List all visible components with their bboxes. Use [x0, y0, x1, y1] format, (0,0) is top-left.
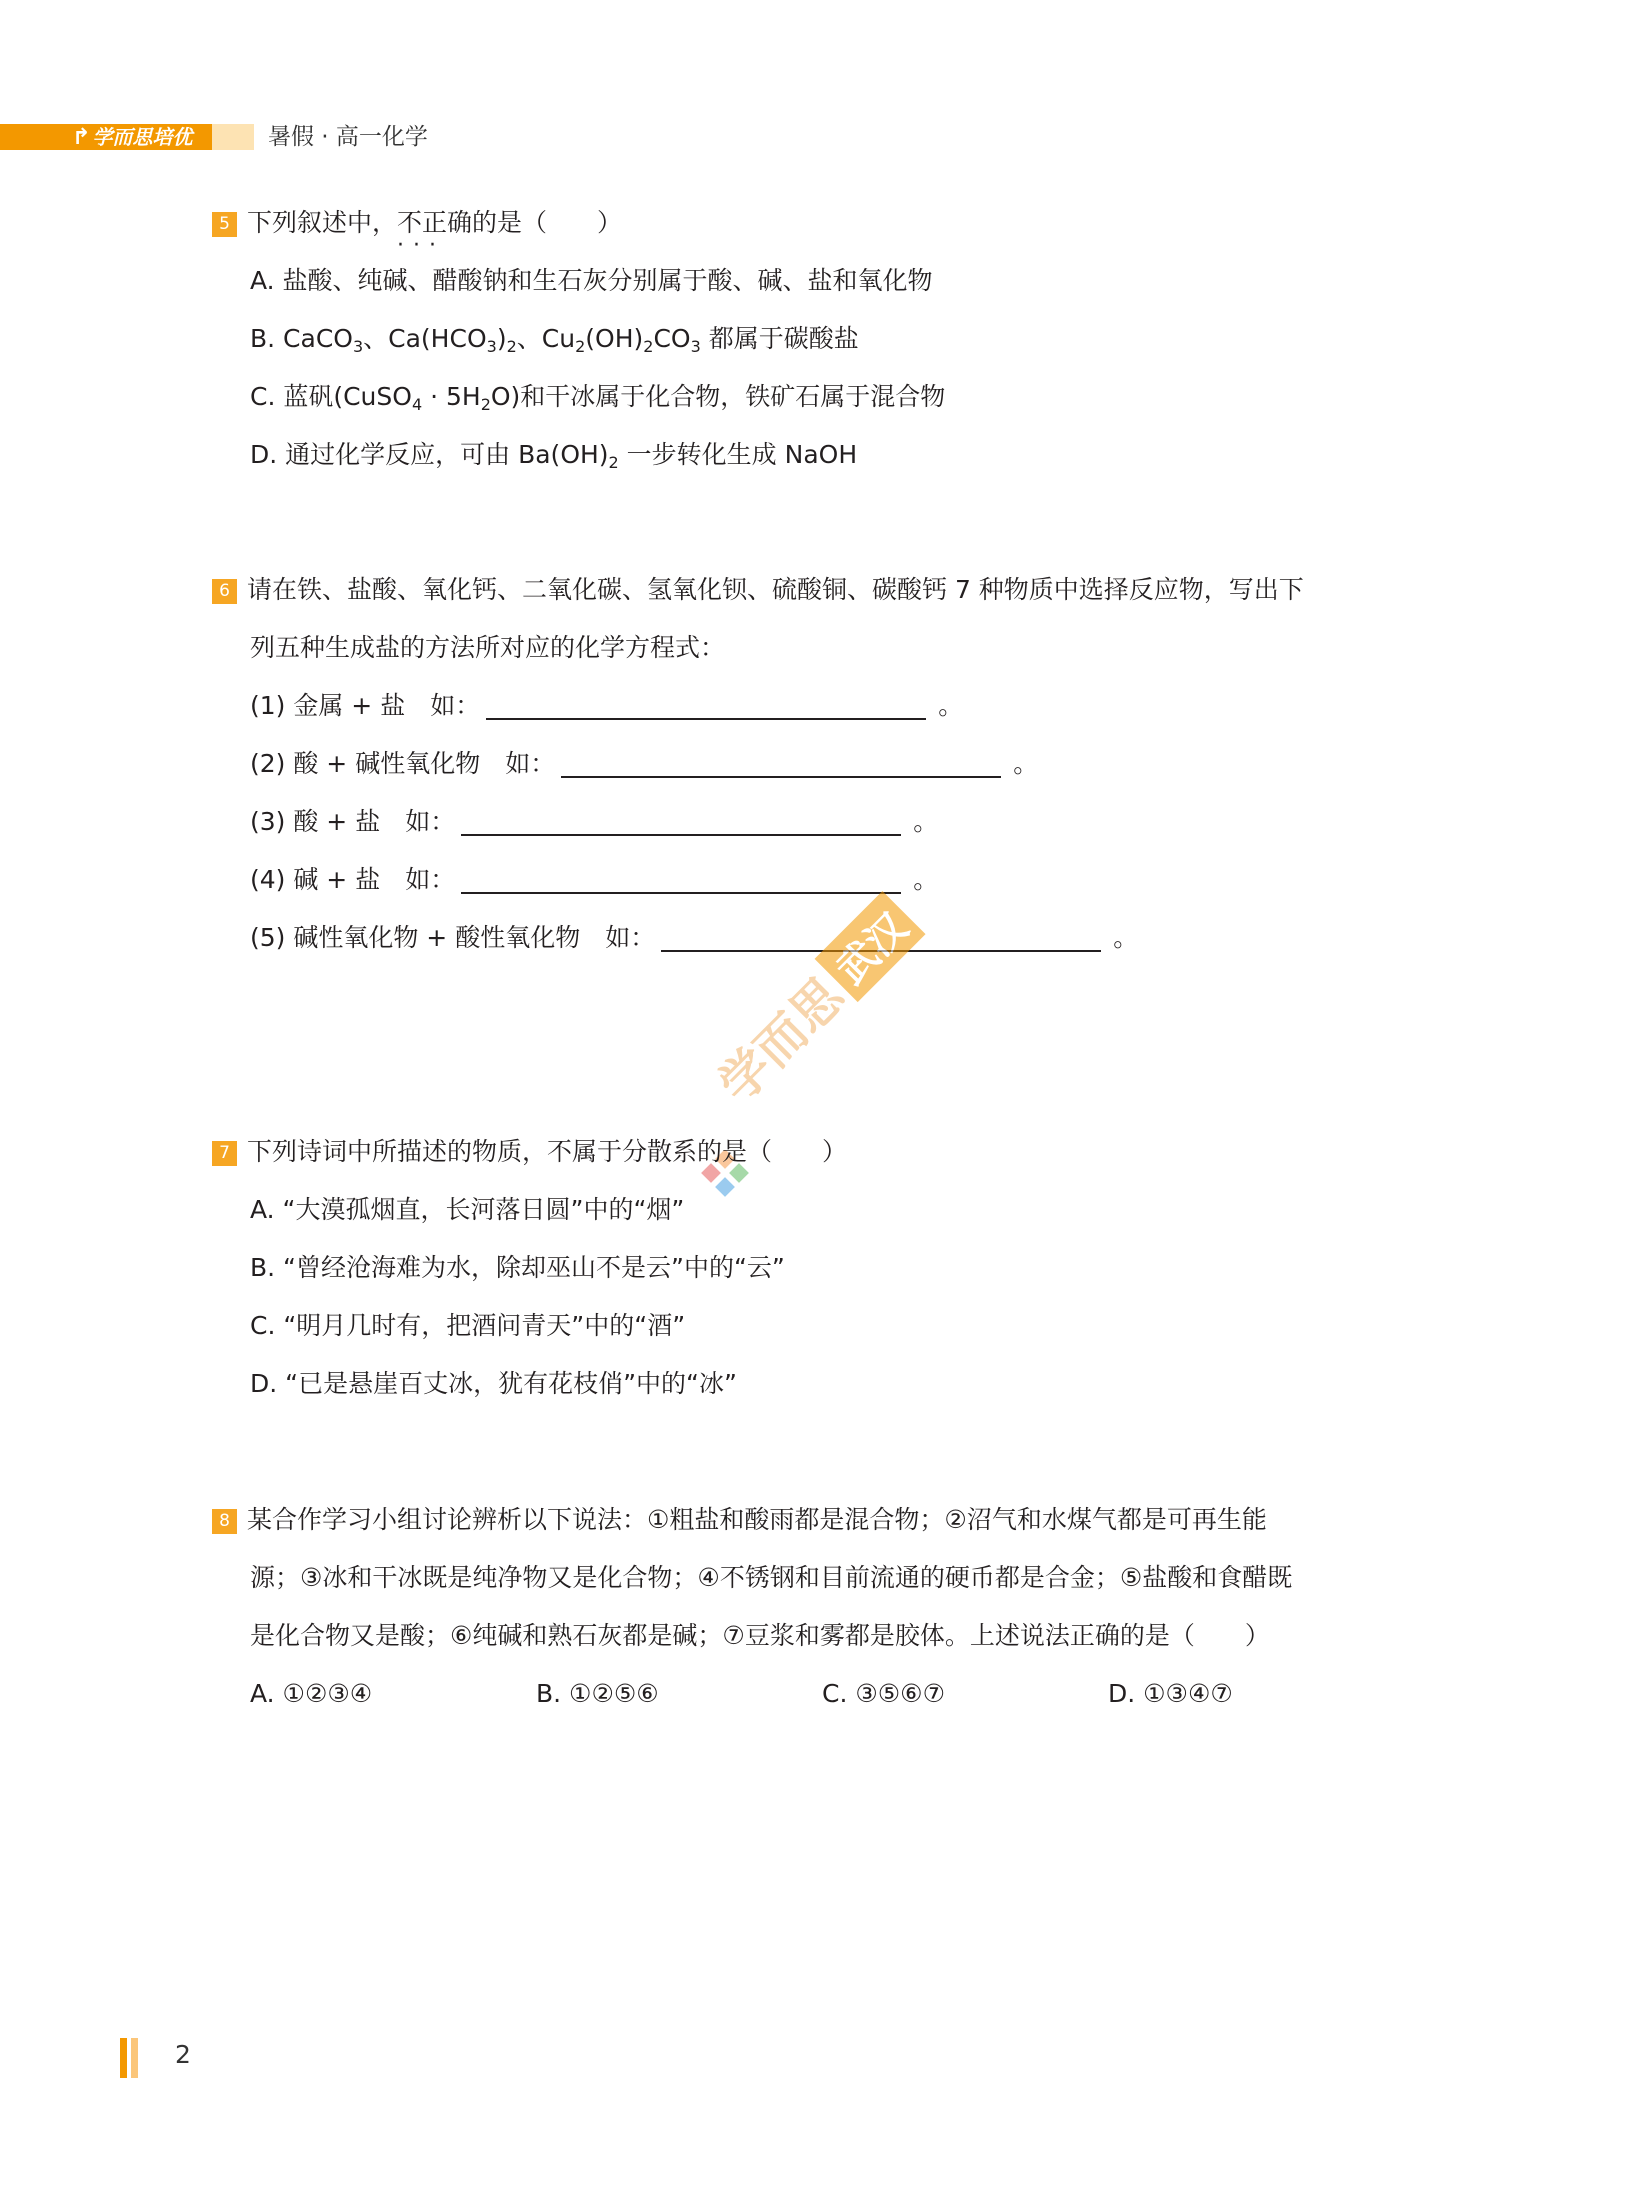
answer-blank[interactable] — [461, 862, 901, 894]
question-number: 7 — [212, 1141, 237, 1166]
option-a: A. 盐酸、纯碱、醋酸钠和生石灰分别属于酸、碱、盐和氧化物 — [250, 266, 933, 295]
stem-text: 的是（ ） — [472, 208, 623, 237]
stem-text: 请在铁、盐酸、氧化钙、二氧化碳、氢氧化钡、硫酸铜、碳酸钙 7 种物质中选择反应物，写出下 — [247, 575, 1304, 604]
page-number: 2 — [175, 2040, 191, 2069]
question-stem-continued: 源；③冰和干冰既是纯净物又是化合物；④不锈钢和目前流通的硬币都是合金；⑤盐酸和食醋既 — [250, 1563, 1293, 1592]
question-stem — [212, 572, 1304, 608]
option-d: D. 通过化学反应，可由 $Ba(OH)_2$ 一步转化生成 NaOH — [250, 440, 858, 472]
answer-item-3: (3) 酸 + 盐 如： 。 — [250, 804, 938, 840]
option-c: C. ③⑤⑥⑦ — [822, 1679, 945, 1708]
answer-blank[interactable] — [561, 746, 1001, 778]
question-number: 8 — [212, 1509, 237, 1534]
option-b: B. ①②⑤⑥ — [536, 1679, 659, 1708]
stem-text: 某合作学习小组讨论辨析以下说法：①粗盐和酸雨都是混合物；②沼气和水煤气都是可再生能 — [247, 1505, 1267, 1534]
option-b: B. CaCO$_3$、$Ca(HCO_3)_2$、$Cu_2(OH)_2CO_3$ 都属于碳酸盐 — [250, 324, 859, 356]
option-c: C. “明月几时有，把酒问青天”中的“酒” — [250, 1311, 686, 1340]
answer-blank[interactable] — [486, 688, 926, 720]
question-stem — [212, 1502, 1267, 1538]
option-d: D. ①③④⑦ — [1108, 1679, 1233, 1708]
option-a: A. ①②③④ — [250, 1679, 373, 1708]
option-a: A. “大漠孤烟直，长河落日圆”中的“烟” — [250, 1195, 685, 1224]
question-number: 5 — [212, 212, 237, 237]
option-c: C. 蓝矾(CuSO$_4$ · $5H_2O$)和干冰属于化合物，铁矿石属于混合物 — [250, 382, 946, 414]
watermark: 学而思武汉 — [700, 887, 929, 1116]
option-d: D. “已是悬崖百丈冰，犹有花枝俏”中的“冰” — [250, 1369, 737, 1398]
question-stem-continued: 列五种生成盐的方法所对应的化学方程式： — [250, 633, 726, 662]
option-b: B. “曾经沧海难为水，除却巫山不是云”中的“云” — [250, 1253, 785, 1282]
answer-item-2: (2) 酸 + 碱性氧化物 如： 。 — [250, 746, 1038, 782]
emphasis-text: 不正确 · · · — [397, 208, 472, 237]
header-subject: 暑假 · 高一化学 — [268, 124, 428, 150]
answer-item-4: (4) 碱 + 盐 如： 。 — [250, 862, 938, 898]
header-divider — [212, 124, 254, 150]
answer-item-1: (1) 金属 + 盐 如： 。 — [250, 688, 963, 724]
answer-blank[interactable] — [461, 804, 901, 836]
question-stem — [212, 205, 622, 241]
answer-item-5: (5) 碱性氧化物 + 酸性氧化物 如： 。 — [250, 920, 1138, 956]
question-number: 6 — [212, 579, 237, 604]
stem-text: 下列诗词中所描述的物质，不属于分散系的是（ ） — [247, 1137, 848, 1166]
question-stem-continued: 是化合物又是酸；⑥纯碱和熟石灰都是碱；⑦豆浆和雾都是胶体。上述说法正确的是（ ） — [250, 1621, 1270, 1650]
question-stem — [212, 1134, 847, 1170]
brand-logo: ↱ 学而思培优 — [72, 125, 193, 150]
stem-text: 下列叙述中， — [247, 208, 398, 237]
